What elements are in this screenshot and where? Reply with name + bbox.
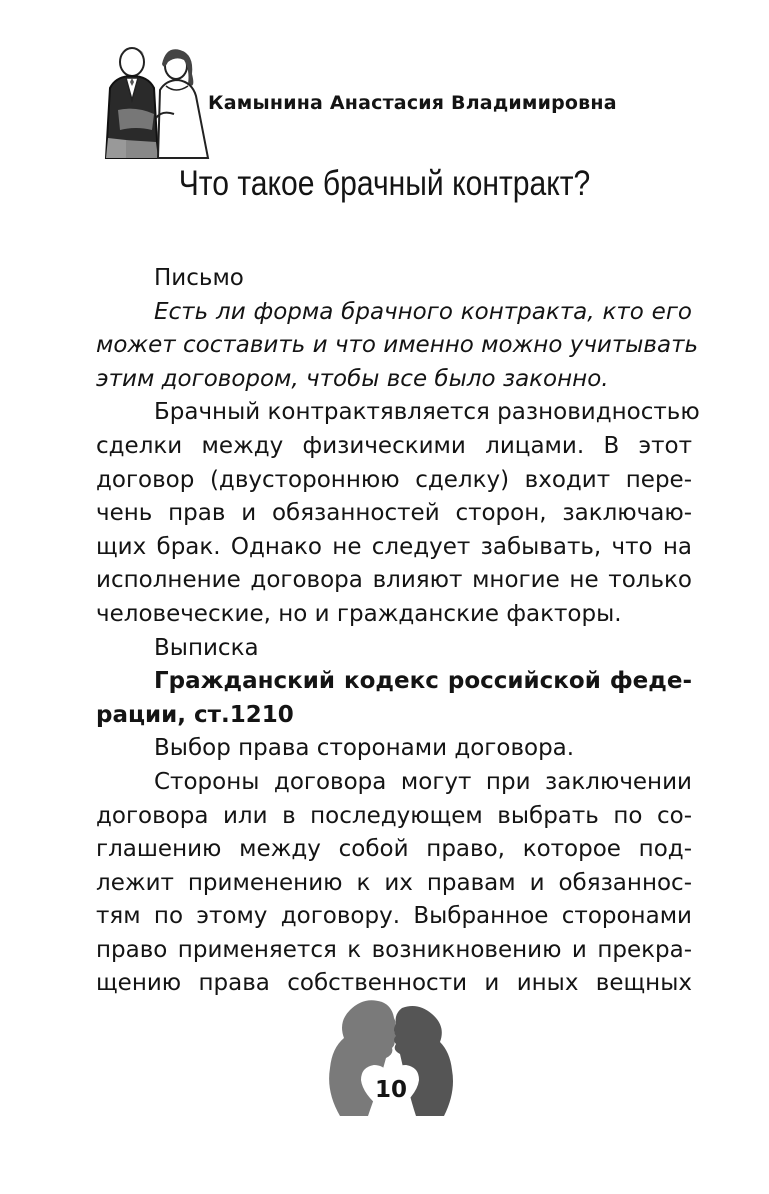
article-line: лежит применению к их правам и обязаннос- <box>96 869 692 896</box>
question-line: этим договором, чтобы все было законно. <box>96 365 609 392</box>
answer-line: Брачный контрактявляется разновидностью <box>154 399 700 426</box>
article-line: глашению между собой право, которое под- <box>96 836 692 863</box>
couple-illustration-icon <box>96 40 216 162</box>
article-line: тям по этому договору. Выбранное сторонами <box>96 903 692 930</box>
page-number: 10 <box>374 1077 407 1103</box>
letter-label: Письмо <box>154 265 244 291</box>
answer-line: щих брак. Однако не следует забывать, что на <box>96 533 692 560</box>
article-line: право применяется к возникновению и прекра- <box>96 936 692 963</box>
page-title: Что такое брачный контракт? <box>178 164 591 203</box>
code-heading-line: Гражданский кодекс российской феде- <box>154 668 692 695</box>
question-line: Есть ли форма брачного контракта, кто его <box>154 298 692 325</box>
page-header <box>96 40 696 165</box>
author-name: Камынина Анастасия Владимировна <box>208 92 617 114</box>
answer-line: чень прав и обязанностей сторон, заключаю- <box>96 500 692 527</box>
question-line: может составить и что именно можно учитывать <box>96 332 699 359</box>
article-line: договора или в последующем выбрать по со- <box>96 802 692 829</box>
article-line: щению права собственности и иных вещных <box>96 970 692 997</box>
extract-label: Выписка <box>154 634 259 661</box>
answer-line: договор (двустороннюю сделку) входит пере- <box>96 466 692 493</box>
code-heading-line: рации, ст.1210 <box>96 701 294 728</box>
article-line: Стороны договора могут при заключении <box>154 768 692 795</box>
answer-line: сделки между физическими лицами. В этот <box>96 432 692 459</box>
answer-line: человеческие, но и гражданские факторы. <box>96 600 622 627</box>
page-footer <box>320 992 460 1122</box>
article-title: Выбор права сторонами договора. <box>154 735 575 762</box>
article-body <box>96 262 700 1001</box>
answer-line: исполнение договора влияют многие не только <box>96 567 692 594</box>
